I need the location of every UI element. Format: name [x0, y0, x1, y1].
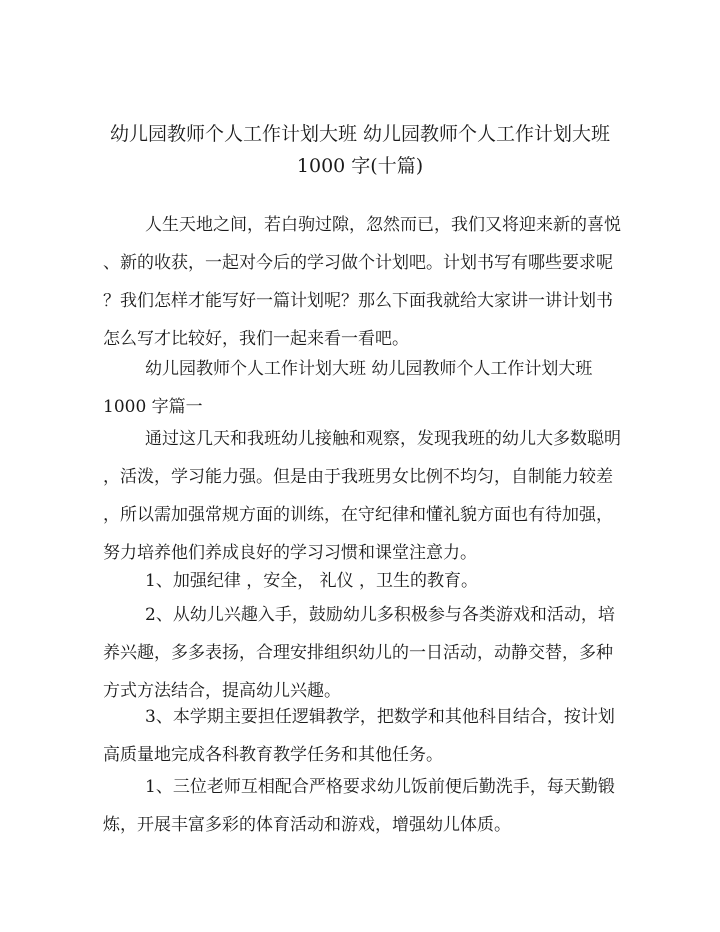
paragraph-line: 3、本学期主要担任逻辑教学，把数学和其他科目结合，按计划: [145, 707, 615, 727]
paragraph-line: 炼，开展丰富多彩的体育活动和游戏，增强幼儿体质。: [103, 815, 511, 835]
list-item-3: [103, 698, 623, 774]
paragraph-line: ，所以需加强常规方面的训练，在守纪律和懂礼貌方面也有待加强，: [103, 505, 613, 525]
list-item-1: [103, 562, 623, 600]
document-title: [60, 118, 660, 182]
paragraph-line: 怎么写才比较好，我们一起来看一看吧。: [103, 329, 409, 349]
list-item-4: [103, 768, 623, 844]
paragraph-line: 努力培养他们养成良好的学习习惯和课堂注意力。: [103, 543, 477, 563]
paragraph-line: 幼儿园教师个人工作计划大班 幼儿园教师个人工作计划大班: [145, 359, 593, 379]
paragraph-line: 通过这几天和我班幼儿接触和观察，发现我班的幼儿大多数聪明: [145, 429, 621, 449]
paragraph-line: 养兴趣，多多表扬，合理安排组织幼儿的一日活动，动静交替，多种: [103, 643, 613, 663]
title-line-1: 幼儿园教师个人工作计划大班 幼儿园教师个人工作计划大班: [109, 123, 611, 145]
list-item-2: [103, 596, 623, 710]
paragraph-line: 高质量地完成各科教育教学任务和其他任务。: [103, 745, 443, 765]
paragraph-intro: [103, 206, 623, 358]
paragraph-observation: [103, 420, 623, 572]
paragraph-line: ，活泼，学习能力强。但是由于我班男女比例不均匀，自制能力较差: [103, 467, 613, 487]
paragraph-line: 人生天地之间，若白驹过隙，忽然而已，我们又将迎来新的喜悦: [145, 215, 621, 235]
paragraph-line: 1、三位老师互相配合严格要求幼儿饭前便后勤洗手，每天勤锻: [145, 777, 615, 797]
paragraph-line: 1000 字篇一: [103, 397, 203, 417]
paragraph-line: ？我们怎样才能写好一篇计划呢？那么下面我就给大家讲一讲计划书: [103, 291, 613, 311]
paragraph-line: 2、从幼儿兴趣入手，鼓励幼儿多积极参与各类游戏和活动，培: [145, 605, 615, 625]
title-line-2: 1000 字(十篇): [296, 155, 424, 177]
paragraph-line: 1、加强纪律 ，安全， 礼仪 ，卫生的教育。: [145, 571, 479, 591]
paragraph-line: 、新的收获，一起对今后的学习做个计划吧。计划书写有哪些要求呢: [103, 253, 613, 273]
section-heading: [103, 350, 623, 426]
paragraph-line: 方式方法结合，提高幼儿兴趣。: [103, 681, 341, 701]
